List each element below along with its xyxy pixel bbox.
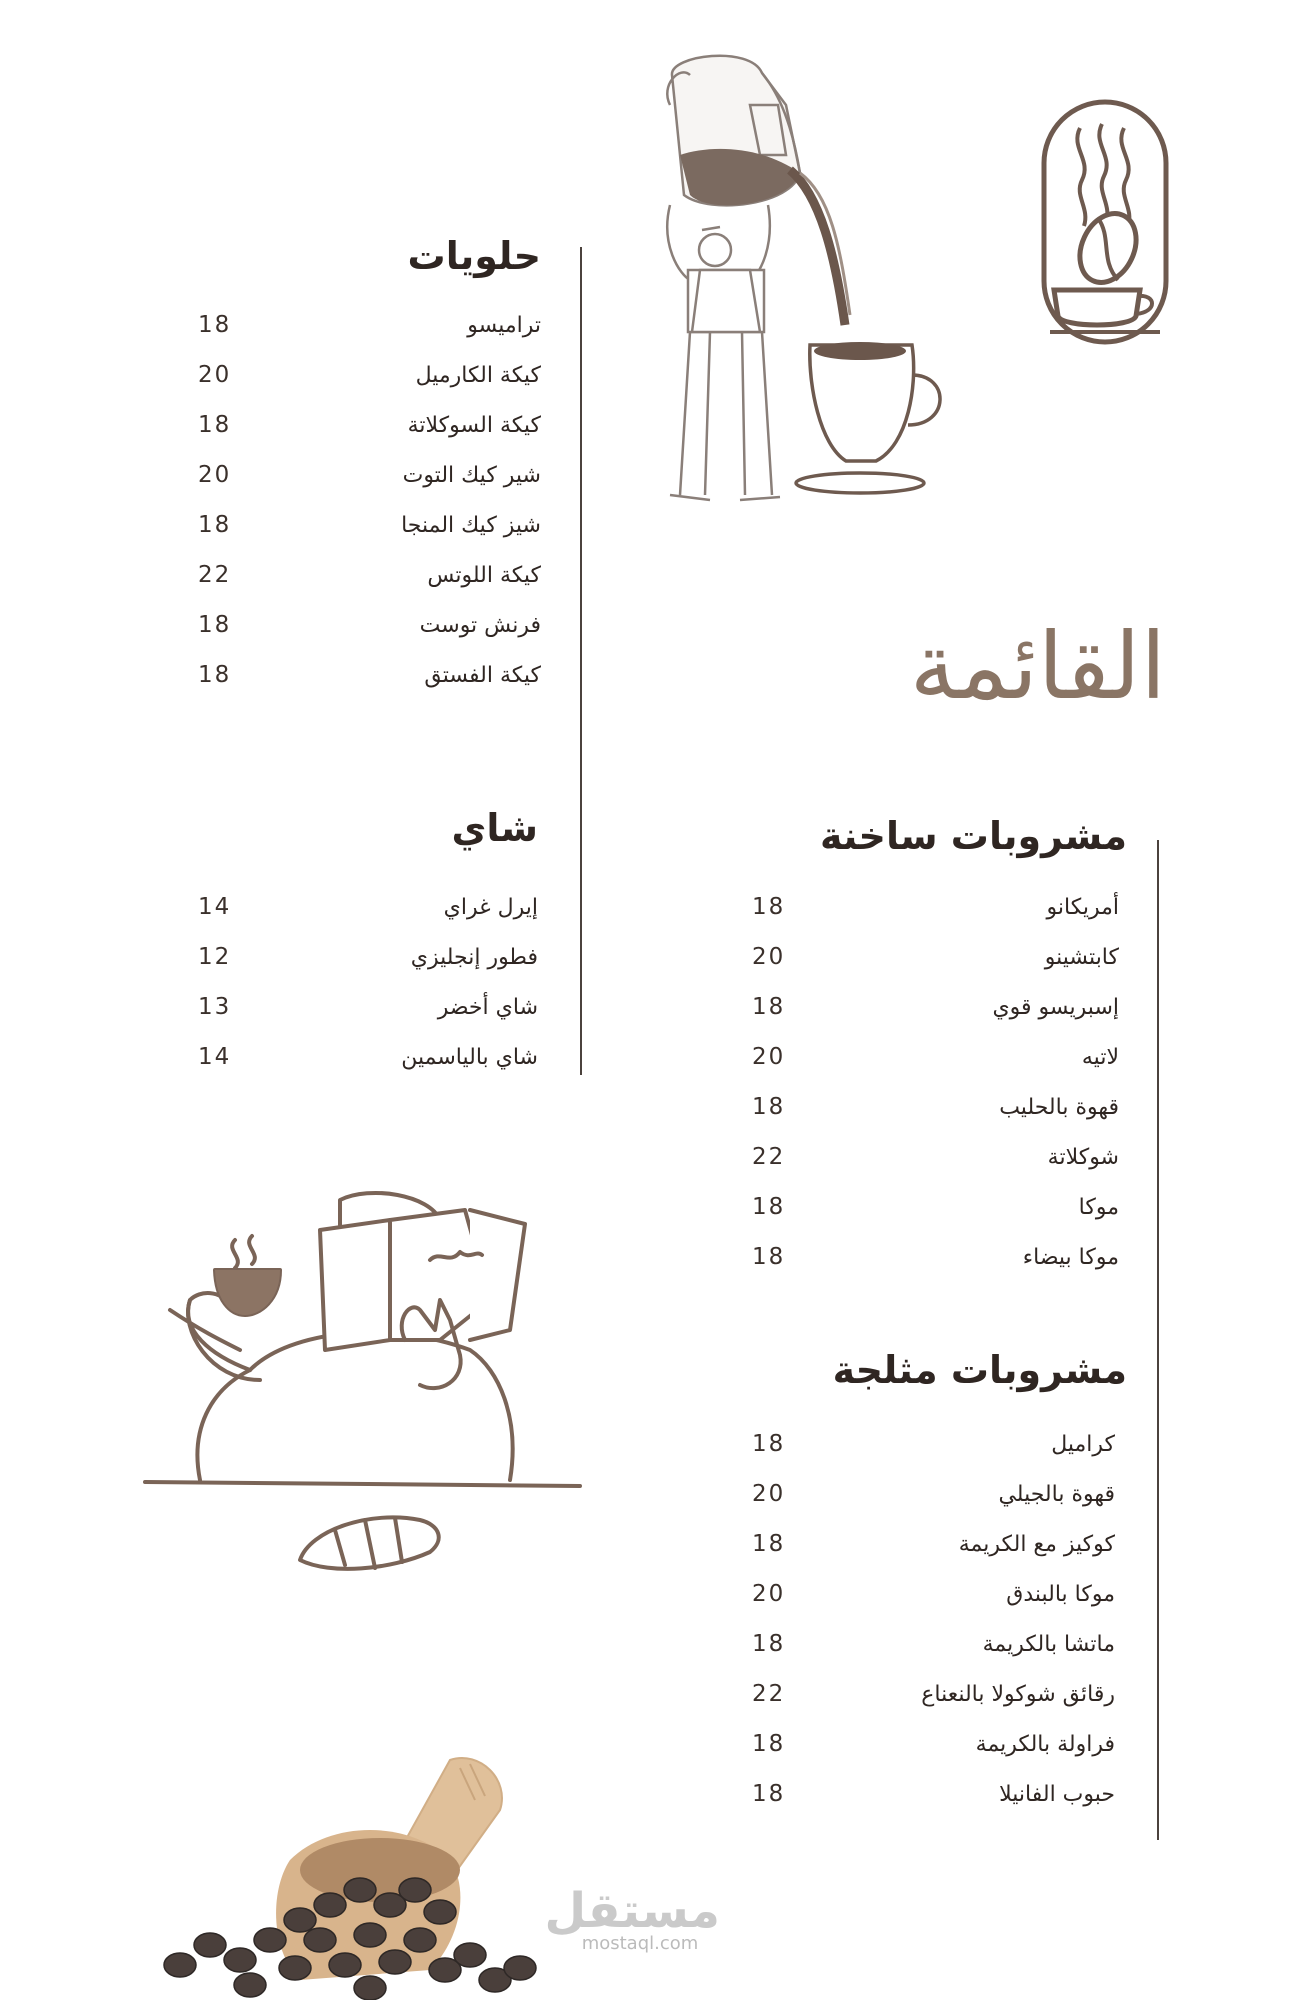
- watermark: [544, 1883, 720, 1954]
- item-price: 18: [752, 1194, 786, 1220]
- item-name: موكا بالبندق: [1006, 1581, 1115, 1607]
- item-name: إيرل غراي: [443, 894, 538, 920]
- item-name: ماتشا بالكريمة: [982, 1631, 1115, 1657]
- item-name: موكا بيضاء: [1022, 1244, 1119, 1270]
- list-item: [752, 1087, 1119, 1127]
- menu-title: القائمة: [909, 613, 1166, 720]
- list-item: [752, 1574, 1115, 1614]
- list-item: [752, 1474, 1115, 1514]
- item-price: 18: [752, 1094, 786, 1120]
- item-price: 18: [198, 612, 232, 638]
- list-item: [752, 1774, 1115, 1814]
- item-price: 13: [198, 994, 232, 1020]
- item-name: كيكة الفستق: [424, 662, 541, 688]
- item-name: شير كيك التوت: [402, 462, 541, 488]
- list-item: [752, 1424, 1115, 1464]
- item-price: 18: [752, 894, 786, 920]
- item-name: شيز كيك المنجا: [401, 512, 541, 538]
- divider-left-column: [580, 247, 582, 1075]
- list-item: [198, 1037, 538, 1077]
- item-price: 18: [198, 312, 232, 338]
- item-price: 18: [752, 1431, 786, 1457]
- item-name: كيكة الكارميل: [415, 362, 541, 388]
- item-price: 20: [752, 1581, 786, 1607]
- item-price: 20: [198, 462, 232, 488]
- list-item: [752, 1624, 1115, 1664]
- item-name: فرنش توست: [419, 612, 541, 638]
- item-name: موكا: [1078, 1194, 1119, 1220]
- item-price: 22: [752, 1681, 786, 1707]
- item-price: 20: [752, 1044, 786, 1070]
- item-price: 18: [752, 1781, 786, 1807]
- reading-person-illustration: [140, 1180, 590, 1590]
- item-name: قهوة بالجيلي: [998, 1481, 1115, 1507]
- item-name: كابتشينو: [1044, 944, 1119, 970]
- list-item: [198, 405, 541, 445]
- pouring-coffee-illustration: [650, 45, 990, 525]
- item-name: شاي أخضر: [437, 994, 538, 1020]
- item-price: 22: [198, 562, 232, 588]
- item-price: 18: [198, 662, 232, 688]
- list-item: [752, 1724, 1115, 1764]
- list-item: [752, 1137, 1119, 1177]
- item-price: 18: [752, 1244, 786, 1270]
- list-item: [752, 887, 1119, 927]
- list-item: [198, 887, 538, 927]
- list-item: [198, 505, 541, 545]
- tea-title: شاي: [451, 806, 538, 850]
- item-name: فطور إنجليزي: [410, 944, 538, 970]
- item-name: شاي بالياسمين: [401, 1044, 538, 1070]
- divider-right-column: [1157, 840, 1159, 1840]
- list-item: [752, 1524, 1115, 1564]
- item-name: شوكلاتة: [1047, 1144, 1119, 1170]
- item-price: 18: [752, 1631, 786, 1657]
- list-item: [198, 937, 538, 977]
- coffee-beans-scoop-illustration: [130, 1740, 590, 2000]
- list-item: [198, 555, 541, 595]
- hot-drinks-title: مشروبات ساخنة: [820, 814, 1127, 858]
- item-price: 18: [752, 994, 786, 1020]
- list-item: [198, 455, 541, 495]
- item-name: كيكة اللوتس: [427, 562, 541, 588]
- list-item: [198, 305, 541, 345]
- item-price: 12: [198, 944, 232, 970]
- list-item: [198, 605, 541, 645]
- item-price: 18: [198, 512, 232, 538]
- list-item: [752, 1187, 1119, 1227]
- item-name: فراولة بالكريمة: [975, 1731, 1115, 1757]
- item-name: أمريكانو: [1046, 894, 1119, 920]
- item-name: لاتيه: [1081, 1044, 1119, 1070]
- iced-drinks-title: مشروبات مثلجة: [832, 1348, 1127, 1392]
- item-price: 20: [752, 1481, 786, 1507]
- item-price: 18: [198, 412, 232, 438]
- list-item: [752, 987, 1119, 1027]
- item-price: 20: [198, 362, 232, 388]
- item-name: رقائق شوكولا بالنعناع: [921, 1681, 1115, 1707]
- list-item: [198, 355, 541, 395]
- item-name: إسبريسو قوي: [992, 994, 1119, 1020]
- list-item: [752, 1037, 1119, 1077]
- item-name: كوكيز مع الكريمة: [958, 1531, 1115, 1557]
- watermark-latin: mostaql.com: [581, 1933, 699, 1954]
- item-name: تراميسو: [467, 312, 541, 338]
- coffee-logo-icon: [1040, 98, 1170, 348]
- list-item: [198, 655, 541, 695]
- item-name: كيكة السوكلاتة: [407, 412, 541, 438]
- item-name: حبوب الفانيلا: [999, 1781, 1115, 1807]
- watermark-arabic: مستقل: [544, 1883, 720, 1939]
- desserts-title: حلويات: [407, 234, 541, 278]
- item-name: كراميل: [1051, 1431, 1115, 1457]
- item-price: 14: [198, 894, 232, 920]
- list-item: [752, 1674, 1115, 1714]
- list-item: [752, 1237, 1119, 1277]
- item-name: قهوة بالحليب: [999, 1094, 1119, 1120]
- item-price: 18: [752, 1731, 786, 1757]
- list-item: [198, 987, 538, 1027]
- item-price: 20: [752, 944, 786, 970]
- list-item: [752, 937, 1119, 977]
- item-price: 14: [198, 1044, 232, 1070]
- item-price: 18: [752, 1531, 786, 1557]
- item-price: 22: [752, 1144, 786, 1170]
